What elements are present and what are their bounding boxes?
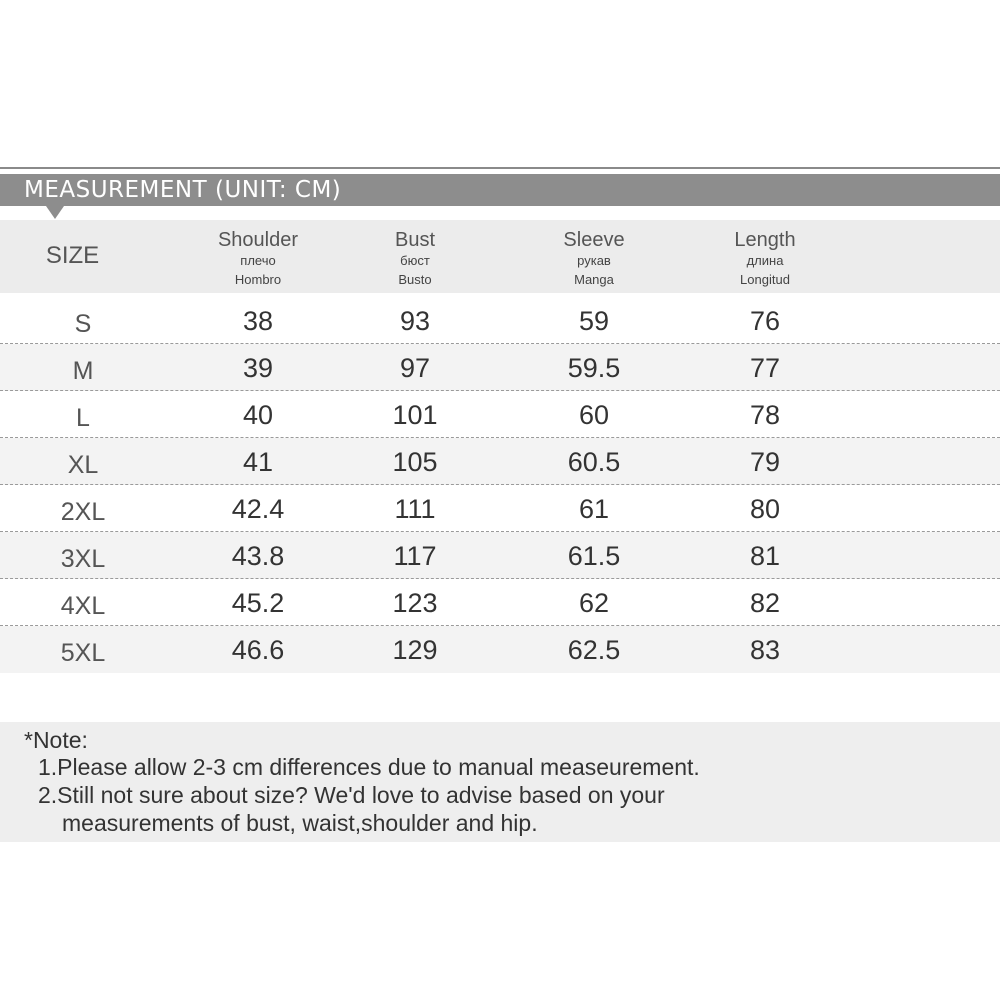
header-label-es: Hombro: [234, 272, 282, 287]
bust-cell: 93: [399, 306, 431, 336]
sleeve-cell: 59.5: [567, 353, 621, 383]
size-cell: 2XL: [60, 498, 106, 526]
bust-cell: 101: [392, 400, 438, 430]
note-box: [0, 722, 1000, 842]
length-cell: 78: [749, 400, 781, 430]
size-cell: 4XL: [60, 592, 106, 620]
header-label-es: Longitud: [740, 272, 790, 287]
note-line-3: measurements of bust, waist,shoulder and hip.: [62, 810, 538, 836]
table-row: [0, 532, 1000, 579]
length-cell: 82: [749, 588, 781, 618]
header-label-en: Shoulder: [217, 229, 299, 251]
header-label-en: Length: [734, 229, 796, 251]
bust-cell: 105: [392, 447, 438, 477]
shoulder-cell: 41: [242, 447, 274, 477]
note-title: *Note:: [24, 727, 88, 753]
sleeve-cell: 62: [578, 588, 610, 618]
header-label-ru: бюст: [400, 253, 430, 268]
sleeve-cell: 59: [578, 306, 610, 336]
top-divider: [0, 167, 1000, 169]
size-cell: M: [72, 357, 94, 385]
shoulder-cell: 38: [242, 306, 274, 336]
bust-cell: 129: [392, 635, 438, 665]
banner-title: MEASUREMENT (UNIT: CM): [24, 177, 342, 203]
table-row: [0, 438, 1000, 485]
size-cell: 5XL: [60, 639, 106, 667]
header-label-en: Bust: [394, 229, 436, 251]
size-cell: XL: [67, 451, 99, 479]
length-cell: 80: [749, 494, 781, 524]
table-header: [0, 220, 1000, 293]
measurement-banner: [0, 174, 1000, 206]
table-row: [0, 579, 1000, 626]
size-column-header: SIZE: [45, 242, 100, 269]
shoulder-cell: 43.8: [231, 541, 285, 571]
table-row: [0, 391, 1000, 438]
header-label-es: Manga: [574, 272, 614, 287]
length-cell: 79: [749, 447, 781, 477]
sleeve-cell: 60: [578, 400, 610, 430]
length-cell: 76: [749, 306, 781, 336]
note-line-2: 2.Still not sure about size? We'd love to advise based on your: [38, 782, 665, 808]
length-cell: 83: [749, 635, 781, 665]
bust-cell: 117: [393, 541, 437, 571]
shoulder-cell: 39: [242, 353, 274, 383]
length-cell: 81: [749, 541, 781, 571]
sleeve-cell: 62.5: [567, 635, 621, 665]
bust-cell: 97: [399, 353, 431, 383]
table-row: [0, 626, 1000, 673]
size-cell: 3XL: [60, 545, 106, 573]
note-line-1: 1.Please allow 2-3 cm differences due to manual measeurement.: [38, 754, 700, 780]
header-label-es: Busto: [398, 272, 432, 287]
header-label-ru: рукав: [577, 253, 611, 268]
size-cell: S: [74, 310, 92, 338]
sleeve-cell: 60.5: [567, 447, 621, 477]
banner-pointer-icon: [46, 206, 64, 219]
shoulder-cell: 40: [242, 400, 274, 430]
shoulder-cell: 42.4: [231, 494, 285, 524]
bust-cell: 123: [392, 588, 438, 618]
table-row: [0, 297, 1000, 344]
shoulder-cell: 45.2: [231, 588, 285, 618]
size-cell: L: [76, 404, 90, 432]
length-cell: 77: [749, 353, 781, 383]
header-label-ru: плечо: [240, 253, 276, 268]
bust-cell: 111: [394, 494, 436, 524]
shoulder-cell: 46.6: [231, 635, 285, 665]
header-label-ru: длина: [746, 253, 784, 268]
sleeve-cell: 61: [578, 494, 610, 524]
sleeve-cell: 61.5: [567, 541, 621, 571]
table-row: [0, 485, 1000, 532]
header-label-en: Sleeve: [563, 229, 625, 251]
table-row: [0, 344, 1000, 391]
